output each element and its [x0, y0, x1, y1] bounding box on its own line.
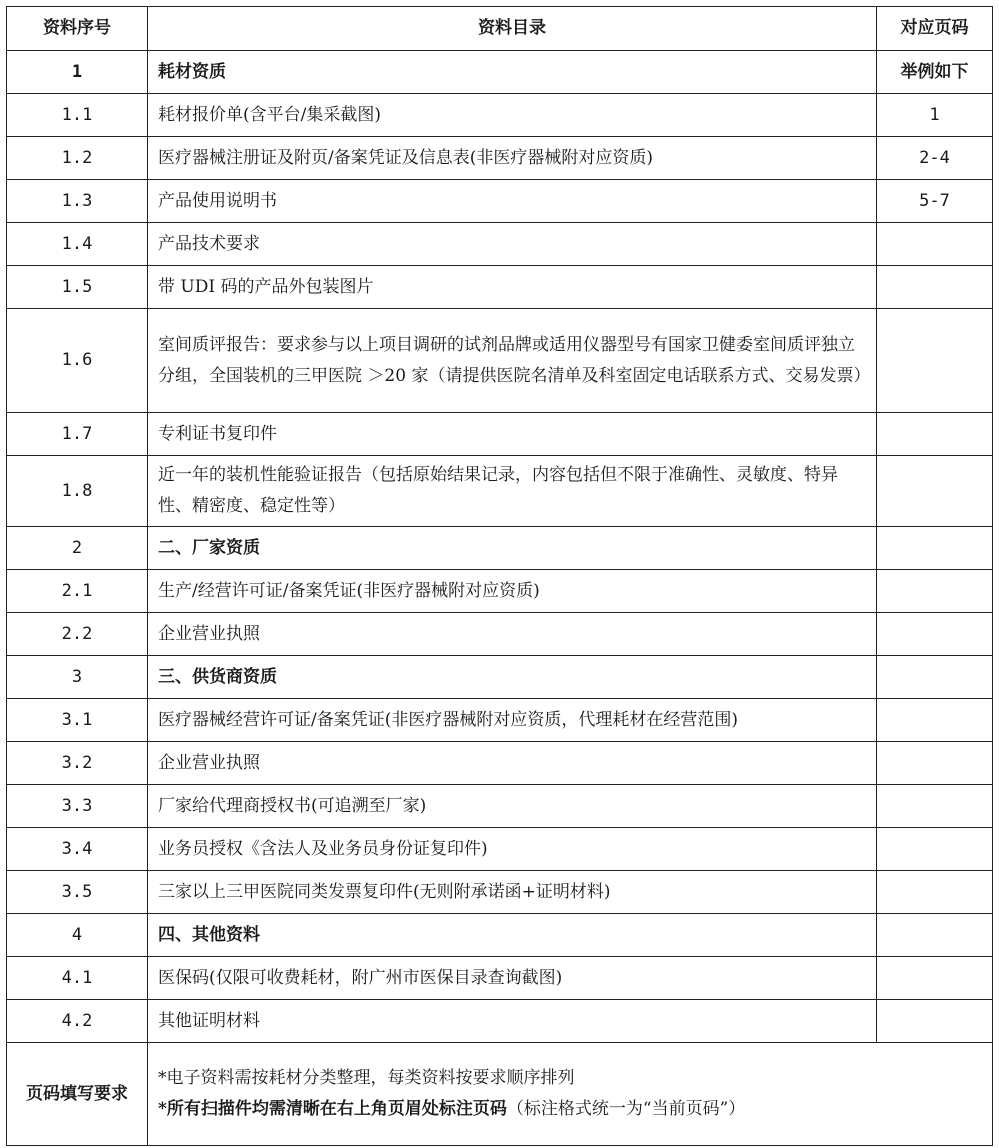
row-serial: 2.2 — [7, 613, 148, 656]
row-title: 生产/经营许可证/备案凭证(非医疗器械附对应资质) — [148, 570, 877, 613]
table-row — [7, 309, 993, 413]
row-page: 2-4 — [877, 137, 993, 180]
row-title: 专利证书复印件 — [148, 413, 877, 456]
row-serial: 3.5 — [7, 871, 148, 914]
row-page: 5-7 — [877, 180, 993, 223]
row-serial: 1.6 — [7, 309, 148, 413]
row-title: 二、厂家资质 — [148, 527, 877, 570]
row-title: 企业营业执照 — [148, 613, 877, 656]
row-title: 三、供货商资质 — [148, 656, 877, 699]
row-title: 其他证明材料 — [148, 1000, 877, 1043]
row-page — [877, 266, 993, 309]
row-serial: 1.4 — [7, 223, 148, 266]
table-row — [7, 137, 993, 180]
table-row — [7, 413, 993, 456]
requirement-line-2-emphasis: 扫描件均需清晰在右上角页眉处标注页码 — [200, 1099, 507, 1119]
row-serial: 4.1 — [7, 957, 148, 1000]
row-page — [877, 413, 993, 456]
row-title: 医疗器械经营许可证/备案凭证(非医疗器械附对应资质，代理耗材在经营范围) — [148, 699, 877, 742]
requirements-label: 页码填写要求 — [7, 1043, 148, 1146]
row-title: 医保码(仅限可收费耗材，附广州市医保目录查询截图) — [148, 957, 877, 1000]
row-serial: 1 — [7, 51, 148, 94]
row-title: 近一年的装机性能验证报告（包括原始结果记录，内容包括但不限于准确性、灵敏度、特异性、精密度、稳定性等） — [148, 456, 877, 527]
row-serial: 3.4 — [7, 828, 148, 871]
row-serial: 3 — [7, 656, 148, 699]
requirements-row — [7, 1043, 993, 1146]
row-page — [877, 223, 993, 266]
row-serial: 1.5 — [7, 266, 148, 309]
row-page — [877, 871, 993, 914]
row-title: 业务员授权《含法人及业务员身份证复印件) — [148, 828, 877, 871]
row-page: 1 — [877, 94, 993, 137]
table-row — [7, 656, 993, 699]
row-serial: 2.1 — [7, 570, 148, 613]
row-serial: 3.1 — [7, 699, 148, 742]
table-row — [7, 51, 993, 94]
row-page — [877, 570, 993, 613]
row-title: 产品技术要求 — [148, 223, 877, 266]
row-serial: 3.3 — [7, 785, 148, 828]
requirement-line-2-suffix: （标注格式统一为“当前页码”） — [506, 1099, 746, 1119]
row-page — [877, 613, 993, 656]
row-page — [877, 656, 993, 699]
row-serial: 1.1 — [7, 94, 148, 137]
row-page — [877, 699, 993, 742]
row-title: 耗材报价单(含平台/集采截图) — [148, 94, 877, 137]
header-catalog: 资料目录 — [148, 7, 877, 51]
row-title: 产品使用说明书 — [148, 180, 877, 223]
table-row — [7, 914, 993, 957]
row-serial: 1.7 — [7, 413, 148, 456]
table-row — [7, 456, 993, 527]
requirements-content — [148, 1043, 993, 1146]
table-row — [7, 871, 993, 914]
row-title: 厂家给代理商授权书(可追溯至厂家) — [148, 785, 877, 828]
row-title: 带 UDI 码的产品外包装图片 — [148, 266, 877, 309]
table-row — [7, 180, 993, 223]
row-serial: 3.2 — [7, 742, 148, 785]
row-serial: 4 — [7, 914, 148, 957]
row-page — [877, 914, 993, 957]
table-body — [7, 51, 993, 1043]
row-title: 三家以上三甲医院同类发票复印件(无则附承诺函+证明材料) — [148, 871, 877, 914]
table-row — [7, 742, 993, 785]
table-row — [7, 1000, 993, 1043]
table-row — [7, 828, 993, 871]
row-title: 室间质评报告：要求参与以上项目调研的试剂品牌或适用仪器型号有国家卫健委室间质评独立分组，全国装机的三甲医院 ＞20 家（请提供医院名清单及科室固定电话联系方式、交易发票） — [148, 309, 877, 413]
requirement-line-1: *电子资料需按耗材分类整理，每类资料按要求顺序排列 — [158, 1068, 575, 1088]
row-serial: 2 — [7, 527, 148, 570]
row-title: 医疗器械注册证及附页/备案凭证及信息表(非医疗器械附对应资质) — [148, 137, 877, 180]
table-row — [7, 223, 993, 266]
row-serial: 4.2 — [7, 1000, 148, 1043]
row-title: 企业营业执照 — [148, 742, 877, 785]
table-row — [7, 613, 993, 656]
row-page — [877, 828, 993, 871]
row-serial: 1.3 — [7, 180, 148, 223]
qualification-table — [6, 6, 993, 1146]
table-row — [7, 94, 993, 137]
row-page: 举例如下 — [877, 51, 993, 94]
row-title: 四、其他资料 — [148, 914, 877, 957]
header-page: 对应页码 — [877, 7, 993, 51]
row-page — [877, 1000, 993, 1043]
table-row — [7, 570, 993, 613]
table-row — [7, 699, 993, 742]
table-row — [7, 957, 993, 1000]
row-page — [877, 456, 993, 527]
header-serial: 资料序号 — [7, 7, 148, 51]
table-row — [7, 785, 993, 828]
row-title: 耗材资质 — [148, 51, 877, 94]
row-page — [877, 527, 993, 570]
row-page — [877, 957, 993, 1000]
row-page — [877, 742, 993, 785]
table-row — [7, 266, 993, 309]
table-header-row — [7, 7, 993, 51]
requirement-line-2 — [158, 1094, 982, 1125]
row-page — [877, 309, 993, 413]
row-page — [877, 785, 993, 828]
requirement-line-2-prefix: *所有 — [158, 1099, 201, 1119]
row-serial: 1.8 — [7, 456, 148, 527]
row-serial: 1.2 — [7, 137, 148, 180]
table-row — [7, 527, 993, 570]
